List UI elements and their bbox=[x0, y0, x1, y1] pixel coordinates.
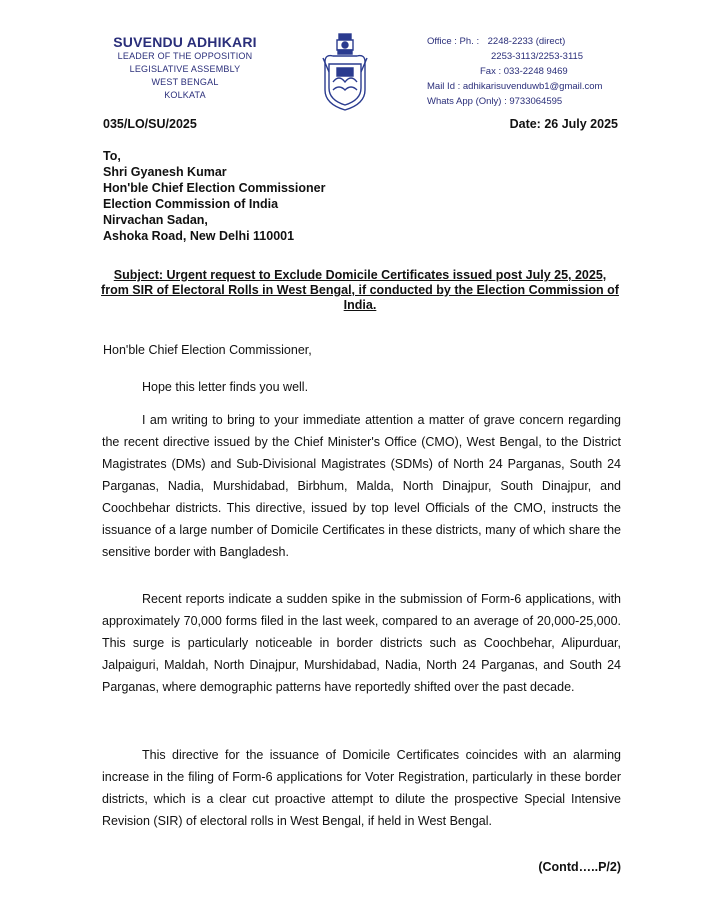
body-paragraph: This directive for the issuance of Domicile Certificates coincides with an alarming increase in the filing of Form-6 applications for Voter Registration, particularly in these border districts, which is a clear cut proactive attempt to dilute the prospective Special Intensive Revision (SIR) of electoral rolls in West Bengal, if held in West Bengal. bbox=[102, 748, 621, 828]
phone-direct: 2248-2233 (direct) bbox=[487, 36, 566, 47]
sender-state: WEST BENGAL bbox=[151, 77, 219, 87]
recipient-name: Shri Gyanesh Kumar bbox=[103, 165, 227, 179]
letterhead-sender bbox=[100, 34, 270, 102]
sender-city: KOLKATA bbox=[164, 90, 206, 100]
sender-name: SUVENDU ADHIKARI bbox=[113, 34, 257, 50]
body-paragraph: Hope this letter finds you well. bbox=[142, 380, 309, 394]
body-paragraph: I am writing to bring to your immediate attention a matter of grave concern regarding the recent directive issued by the Chief Minister's Office (CMO), West Bengal, to the District Magistrates (DMs) and Sub-Divisional Magistrates (SDMs) of North 24 Parganas, South 24 Parganas, Nadia, Murshidabad, Birbhum, Malda, North Dinajpur, South Dinajpur, and Coochbehar districts. This directive, issued by top level Officials of the CMO, instructs the issuance of a large number of Domicile Certificates in these districts, many of which share the sensitive border with Bangladesh. bbox=[102, 413, 621, 559]
office-label: Office : Ph. : bbox=[427, 36, 480, 47]
fax-number: Fax : 033-2248 9469 bbox=[480, 66, 568, 77]
office-phone-row bbox=[427, 34, 657, 49]
recipient-title: Hon'ble Chief Election Commissioner bbox=[103, 181, 326, 195]
state-emblem-icon bbox=[319, 32, 371, 114]
phone-secondary: 2253-3113/2253-3115 bbox=[491, 51, 584, 62]
recipient-street: Ashoka Road, New Delhi 110001 bbox=[103, 229, 295, 243]
letterhead-contact bbox=[427, 34, 657, 109]
mail-id: Mail Id : adhikarisuvenduwb1@gmail.com bbox=[427, 81, 603, 92]
sender-designation: LEADER OF THE OPPOSITION bbox=[117, 51, 253, 61]
recipient-address bbox=[103, 148, 325, 244]
whatsapp-number: Whats App (Only) : 9733064595 bbox=[427, 96, 563, 107]
letter-subject: Subject: Urgent request to Exclude Domicile Certificates issued post July 25, 2025, from SIR of Electoral Rolls in West Bengal, if conducted by the Election Commission of India. bbox=[101, 268, 619, 312]
address-to: To, bbox=[103, 149, 121, 163]
body-paragraph: Recent reports indicate a sudden spike in the submission of Form-6 applications, with approximately 70,000 forms filed in the last week, compared to an average of 20,000-25,000. This surge is particularly noticeable in border districts such as Coochbehar, Alipurduar, Jalpaiguri, Maldah, North Dinajpur, Murshidabad, Nadia, North 24 Parganas, and South 24 Parganas, where demographic patterns have reportedly shifted over the past decade. bbox=[102, 592, 621, 694]
recipient-org: Election Commission of India bbox=[103, 197, 279, 211]
sender-assembly: LEGISLATIVE ASSEMBLY bbox=[129, 64, 241, 74]
letter-date: Date: 26 July 2025 bbox=[509, 117, 618, 131]
salutation: Hon'ble Chief Election Commissioner, bbox=[103, 343, 312, 357]
recipient-building: Nirvachan Sadan, bbox=[103, 213, 208, 227]
reference-number: 035/LO/SU/2025 bbox=[103, 117, 197, 131]
continuation-marker: (Contd…..P/2) bbox=[538, 860, 621, 874]
